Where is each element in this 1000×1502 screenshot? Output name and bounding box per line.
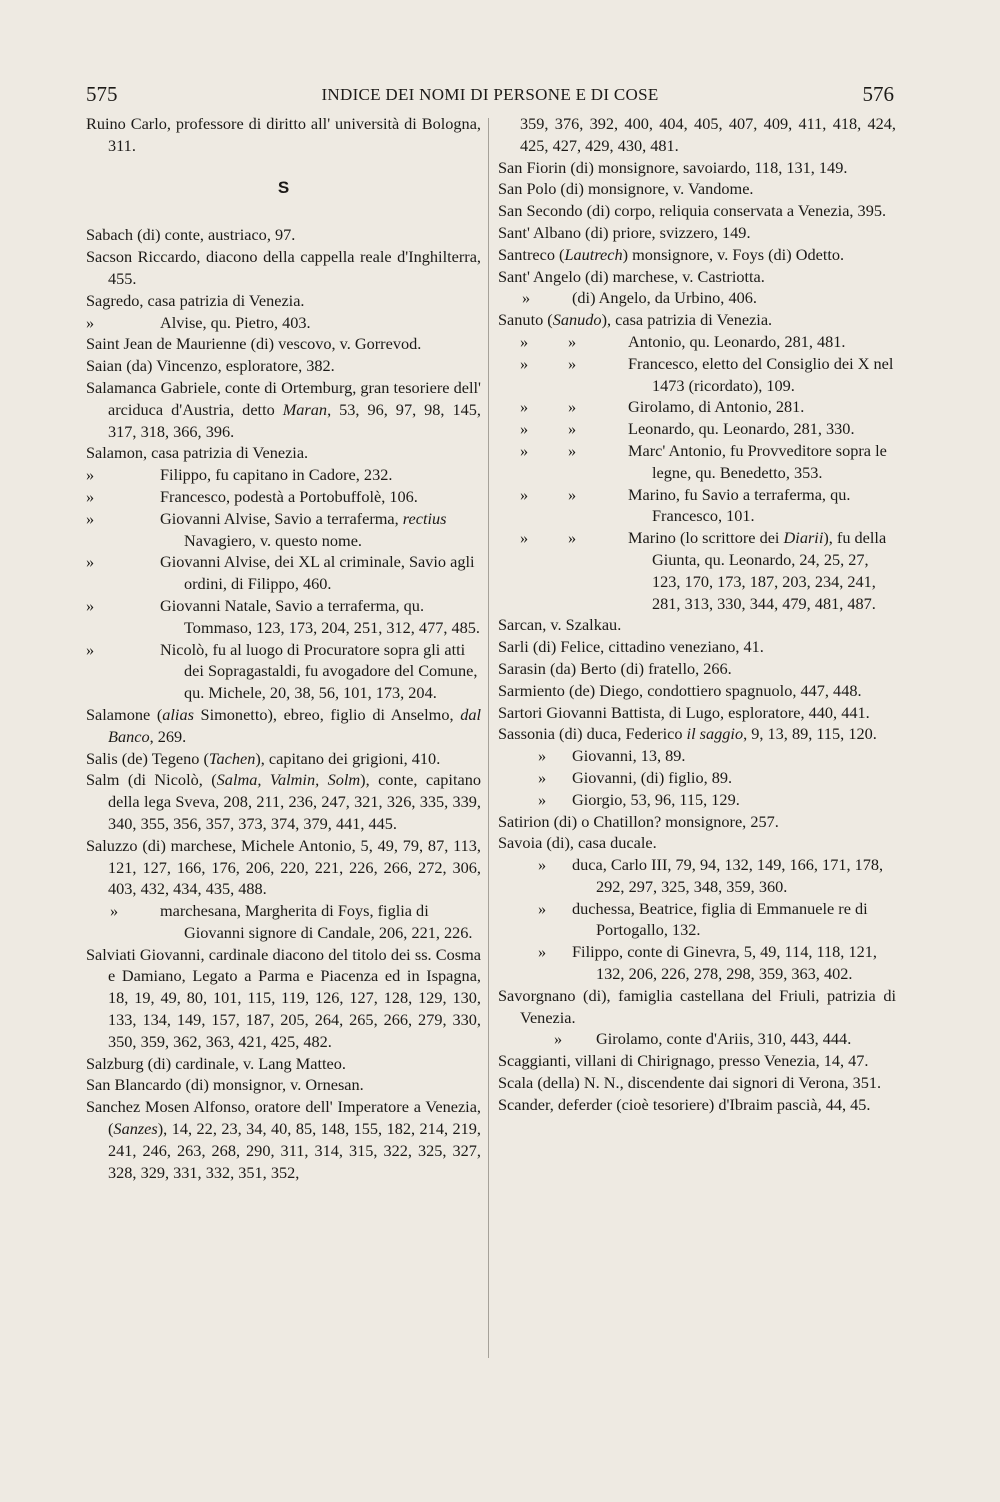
index-entry: Salzburg (di) cardinale, v. Lang Matteo. [86,1053,346,1073]
index-entry: Saluzzo (di) marchese, Michele Antonio, 5, 49, 79, 87, 113, 121, 127, 166, 176, 206, 220, 221, 226, 266, 272, 306, 403, 432, 434, 435, 488. [86,835,481,899]
ditto-mark: » [86,486,95,506]
index-entry: Sant' Albano (di) priore, svizzero, 149. [498,222,751,242]
ditto-mark: » [568,419,577,439]
ditto-mark: » [522,288,531,308]
index-subentry: » » Marino, fu Savio a terraferma, qu. Francesco, 101. [520,484,851,526]
index-entry: Scander, deferder (cioè tesoriere) d'Ibraim pascià, 44, 45. [498,1094,871,1114]
index-subentry: » Girolamo, conte d'Ariis, 310, 443, 444. [554,1029,852,1049]
running-title: INDICE DEI NOMI DI PERSONE E DI COSE [321,85,659,104]
index-entry: Sacson Riccardo, diacono della cappella reale d'Inghilterra, 455. [86,247,481,288]
index-entry: Savoia (di), casa ducale. [498,833,657,853]
index-entry: Sarasin (da) Berto (di) fratello, 266. [498,658,732,678]
index-entry: Sartori Giovanni Battista, di Lugo, esploratore, 440, 441. [498,702,870,722]
index-entry: San Secondo (di) corpo, reliquia conservata a Venezia, 395. [498,201,887,221]
index-subentry: » (di) Angelo, da Urbino, 406. [522,288,757,308]
ditto-mark: » [554,1029,563,1049]
index-subentry: » Giovanni, (di) figlio, 89. [538,767,733,787]
ditto-mark: » [520,331,529,351]
index-subentry: » marchesana, Margherita di Foys, figlia di Giovanni signore di Candale, 206, 221, 226. [110,901,473,942]
index-entry: Saint Jean de Maurienne (di) vescovo, v. Gorrevod. [86,334,422,354]
ditto-mark: » [538,746,547,766]
index-subentry: » » Antonio, qu. Leonardo, 281, 481. [520,331,846,351]
index-subentry: » » Francesco, eletto del Consiglio dei X nel 1473 (ricordato), 109. [520,353,894,395]
running-header [86,80,894,108]
index-entry: Scaggianti, villani di Chirignago, presso Venezia, 14, 47. [498,1051,869,1071]
index-subentry: » Francesco, podestà a Portobuffolè, 106. [86,486,418,506]
index-entry: Savorgnano (di), famiglia castellana del Friuli, patrizia di Venezia. [498,985,896,1027]
ditto-mark: » [86,552,95,572]
index-entry: Salm (di Nicolò, (Salma, Valmin, Solm), conte, capitano della lega Sveva, 208, 211, 236, 247, 321, 326, 335, 339, 340, 355, 356, 357, 373, 374, 379, 441, 445. [86,770,481,833]
index-subentry: » Giovanni Alvise, dei XL al criminale, Savio agli ordini, di Filippo, 460. [86,552,475,594]
ditto-mark: » [86,595,95,615]
index-subentry: » Filippo, conte di Ginevra, 5, 49, 114, 118, 121, 132, 206, 226, 278, 298, 359, 363, 402. [538,942,877,984]
ditto-mark: » [86,639,95,659]
index-subentry: » duca, Carlo III, 79, 94, 132, 149, 166, 171, 178, 292, 297, 325, 348, 359, 360. [538,855,884,896]
ditto-mark: » [86,312,95,332]
ditto-mark: » [538,789,547,809]
ditto-mark: » [568,440,577,460]
index-subentry: » Giovanni, 13, 89. [538,746,686,766]
index-entry: Salamanca Gabriele, conte di Ortemburg, gran tesoriere dell' arciduca d'Austria, detto Maran, 53, 96, 97, 98, 145, 317, 318, 366, 396. [86,377,481,441]
ditto-mark: » [568,397,577,417]
index-entry-continued: 359, 376, 392, 400, 404, 405, 407, 409, 411, 418, 424, 425, 427, 429, 430, 481. [520,114,896,155]
ditto-mark: » [520,419,529,439]
ditto-mark: » [538,898,547,918]
ditto-mark: » [520,528,529,548]
index-subentry: » » Leonardo, qu. Leonardo, 281, 330. [520,419,855,439]
index-entry: Saian (da) Vincenzo, esploratore, 382. [86,356,335,376]
index-subentry: » » Girolamo, di Antonio, 281. [520,397,805,417]
index-column-right [498,113,896,1116]
index-entry: San Polo (di) monsignore, v. Vandome. [498,179,754,199]
index-entry: Santreco (Lautrech) monsignore, v. Foys (di) Odetto. [498,244,845,264]
column-divider [488,118,489,1358]
index-entry: Salamone (alias Simonetto), ebreo, figlio di Anselmo, dal Banco, 269. [86,704,481,746]
index-entry: San Blancardo (di) monsignor, v. Ornesan. [86,1075,364,1095]
index-entry: Sassonia (di) duca, Federico il saggio, 9, 13, 89, 115, 120. [498,724,877,744]
ditto-mark: » [538,855,547,875]
index-subentry: » Nicolò, fu al luogo di Procuratore sopra gli atti dei Sopragastaldi, fu avogadore del Comune, qu. Michele, 20, 38, 56, 101, 173, 204. [86,639,478,703]
ditto-mark: » [568,484,577,504]
ditto-mark: » [538,942,547,962]
ditto-mark: » [110,901,119,921]
page-number-right: 576 [862,82,894,106]
index-subentry: » duchessa, Beatrice, figlia di Emmanuele re di Portogallo, 132. [538,898,868,940]
index-subentry: » » Marc' Antonio, fu Provveditore sopra le legne, qu. Benedetto, 353. [520,440,887,482]
index-subentry: » » Marino (lo scrittore dei Diarii), fu della Giunta, qu. Leonardo, 24, 25, 27, 123, 170, 173, 187, 203, 234, 241, 281, 313, 330, 344, 479, 481, 487. [520,528,887,613]
index-subentry: » Giorgio, 53, 96, 115, 129. [538,789,740,809]
page-number-left: 575 [86,82,118,106]
ditto-mark: » [520,484,529,504]
index-entry: Sanuto (Sanudo), casa patrizia di Venezia. [498,310,773,330]
index-entry: Sagredo, casa patrizia di Venezia. [86,290,305,310]
ditto-mark: » [568,331,577,351]
index-entry: Sarli (di) Felice, cittadino veneziano, 41. [498,637,764,657]
index-subentry: » Giovanni Natale, Savio a terraferma, qu. Tommaso, 123, 173, 204, 251, 312, 477, 485. [86,595,480,637]
index-entry: Ruino Carlo, professore di diritto all' università di Bologna, 311. [86,114,481,155]
index-entry: Scala (della) N. N., discendente dai signori di Verona, 351. [498,1073,882,1093]
index-entry: San Fiorin (di) monsignore, savoiardo, 118, 131, 149. [498,157,848,177]
ditto-mark: » [568,528,577,548]
index-entry: Salis (de) Tegeno (Tachen), capitano dei grigioni, 410. [86,748,441,768]
ditto-mark: » [520,353,529,373]
index-entry: Sarmiento (de) Diego, condottiero spagnuolo, 447, 448. [498,680,862,700]
ditto-mark: » [568,353,577,373]
index-entry: Sarcan, v. Szalkau. [498,615,622,635]
ditto-mark: » [86,508,95,528]
index-entry: Sanchez Mosen Alfonso, oratore dell' Imperatore a Venezia, (Sanzes), 14, 22, 23, 34, 40, 85, 148, 155, 182, 214, 219, 241, 246, 263, 268, 290, 311, 314, 315, 322, 325, 327, 328, 329, 331, 332, 351, 352, [86,1097,481,1182]
index-entry: Sant' Angelo (di) marchese, v. Castriotta. [498,266,765,286]
section-letter: S [277,177,290,197]
index-subentry: » Giovanni Alvise, Savio a terraferma, rectius Navagiero, v. questo nome. [86,508,447,550]
index-subentry: » Alvise, qu. Pietro, 403. [86,312,311,332]
index-entry: Sabach (di) conte, austriaco, 97. [86,225,296,245]
ditto-mark: » [86,465,95,485]
ditto-mark: » [520,397,529,417]
index-entry: Salamon, casa patrizia di Venezia. [86,443,309,463]
index-subentry: » Filippo, fu capitano in Cadore, 232. [86,465,393,485]
index-entry: Salviati Giovanni, cardinale diacono del titolo dei ss. Cosma e Damiano, Legato a Parma e Piacenza ed in Ispagna, 18, 19, 49, 80, 101, 115, 119, 126, 127, 128, 129, 130, 133, 134, 149, 157, 187, 205, 264, 265, 266, 279, 330, 350, 359, 362, 363, 421, 425, 482. [86,944,481,1051]
index-entry: Satirion (di) o Chatillon? monsignore, 257. [498,811,779,831]
index-column-left [86,113,481,1183]
ditto-mark: » [538,767,547,787]
ditto-mark: » [520,440,529,460]
